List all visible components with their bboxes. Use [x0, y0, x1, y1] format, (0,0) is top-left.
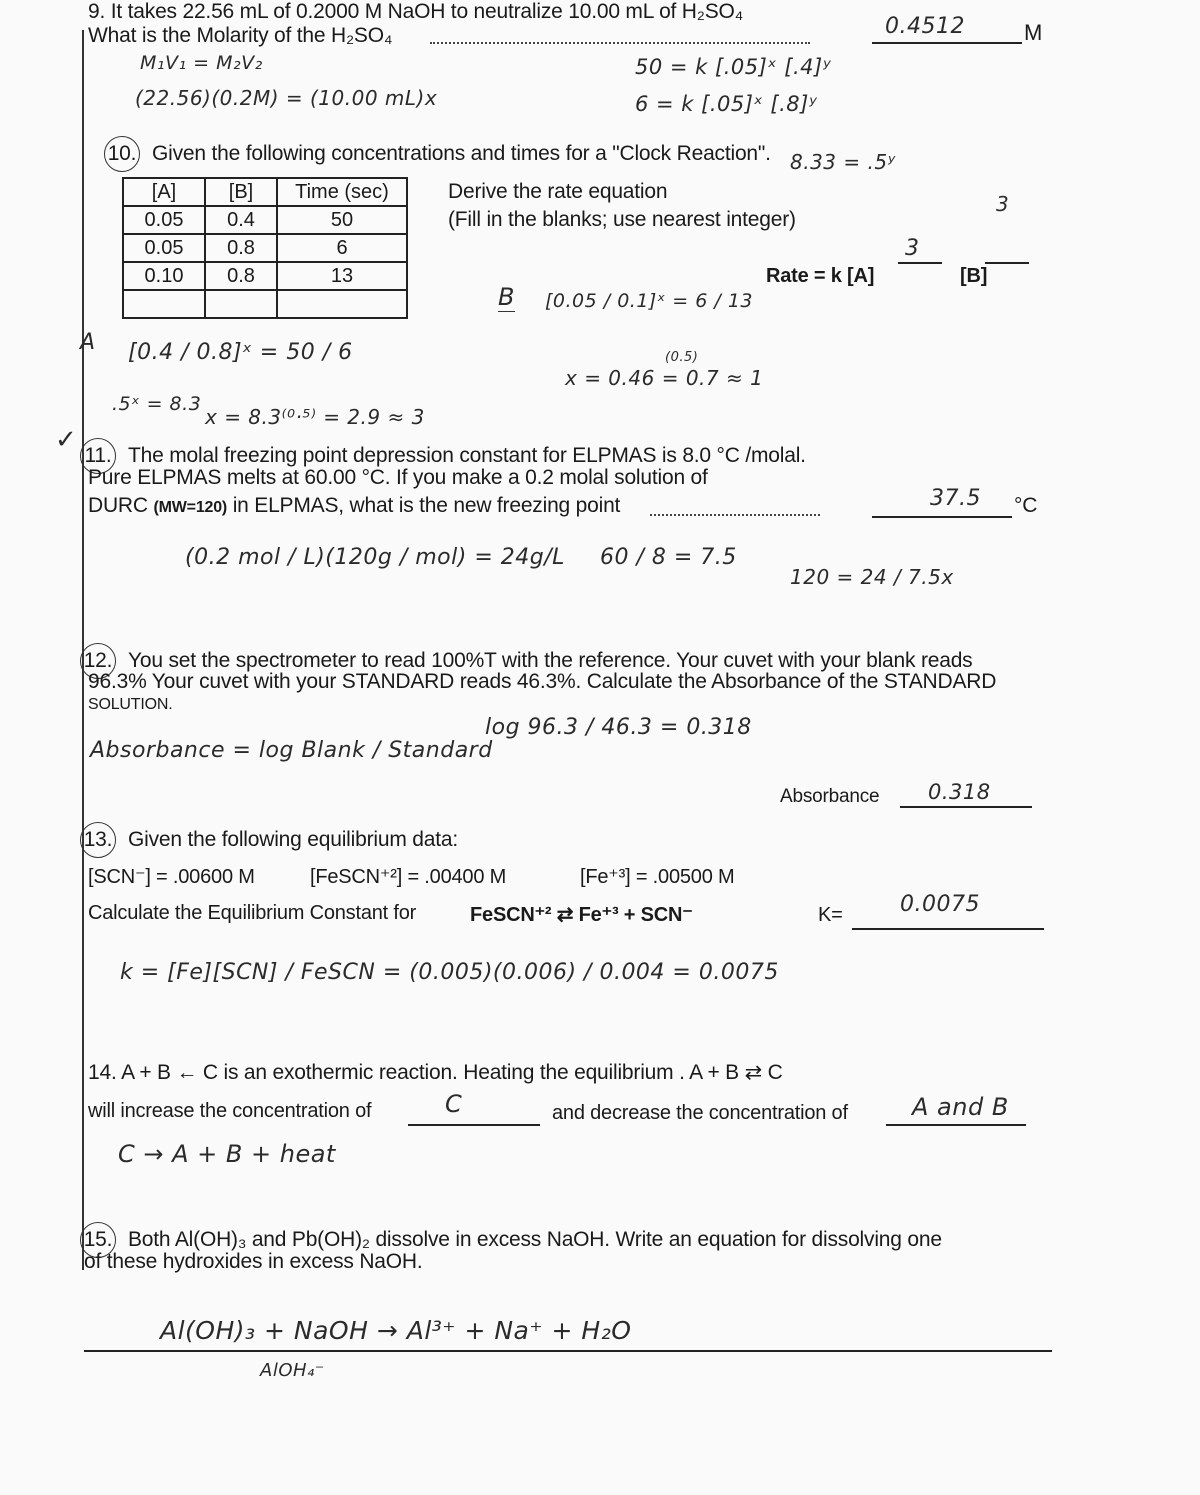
table-cell: [205, 290, 277, 318]
q10-derive-2: (Fill in the blanks; use nearest integer): [448, 208, 796, 231]
q14-text-1: A + B ← C is an exothermic reaction. Heating the equilibrium . A + B ⇄ C: [121, 1061, 783, 1084]
table-row: [123, 206, 407, 234]
q13-number: 13.: [80, 822, 116, 858]
q10-work-b-label: B: [498, 283, 515, 311]
q10-work-eq3: 8.33 = .5ʸ: [790, 150, 896, 174]
q9-unit: M: [1024, 20, 1043, 45]
q10-exp-b: 3: [996, 192, 1010, 216]
table-row: [123, 234, 407, 262]
table-cell: 6: [277, 234, 407, 262]
q11-durc: DURC: [88, 494, 148, 517]
table-row: [123, 290, 407, 318]
table-cell: [277, 290, 407, 318]
table-header-row: [123, 178, 407, 206]
q14-work-1: C → A + B + heat: [118, 1140, 336, 1168]
q15-answer-line: [84, 1350, 1052, 1352]
q11-text-3: in ELPMAS, what is the new freezing point: [232, 494, 621, 517]
q13-answer-line: [852, 928, 1044, 930]
q13-work-1: k = [Fe][SCN] / FeSCN = (0.005)(0.006) / 0.004 = 0.0075: [120, 960, 779, 985]
q13-fe: [Fe⁺³] = .00500 M: [580, 866, 735, 888]
q10-work-b-ratio: [0.05 / 0.1]ˣ = 6 / 13: [545, 290, 754, 312]
q15-text-1: Both Al(OH)₃ and Pb(OH)₂ dissolve in excess NaOH. Write an equation for dissolving one: [128, 1228, 942, 1251]
q10-work-a-1: .5ˣ = 8.3: [112, 393, 202, 415]
q10-derive-1: Derive the rate equation: [448, 180, 668, 203]
q14-line2b: and decrease the concentration of: [552, 1102, 848, 1124]
q15-work-2: AlOH₄⁻: [260, 1360, 325, 1381]
q14-line1: [88, 1060, 783, 1085]
q14-answer1-line: [408, 1124, 540, 1126]
table-cell: 0.4: [205, 206, 277, 234]
q11-number: 11.: [80, 438, 116, 474]
q10-work-a-2: x = 8.3⁽⁰·⁵⁾ = 2.9 ≈ 3: [205, 405, 425, 429]
q9-answer: 0.4512: [885, 14, 965, 39]
table-header: Time (sec): [277, 178, 407, 206]
q10-number: 10.: [104, 136, 140, 172]
q13-answer: 0.0075: [900, 892, 980, 917]
q12-work-1: Absorbance = log Blank / Standard: [90, 738, 493, 763]
q13-line1: [83, 822, 458, 858]
q11-line2: Pure ELPMAS melts at 60.00 °C. If you make a 0.2 molal solution of: [88, 466, 708, 489]
table-cell: [123, 290, 205, 318]
q15-number: 15.: [80, 1222, 116, 1258]
q11-mw: (MW=120): [153, 499, 228, 516]
q13-scn: [SCN⁻] = .00600 M: [88, 866, 255, 888]
q9-answer-line: [872, 42, 1022, 44]
q9-line2: What is the Molarity of the H₂SO₄: [88, 24, 393, 47]
q12-absorbance-label: Absorbance: [780, 786, 880, 807]
q10-line: [107, 136, 771, 172]
q9-work-1: M₁V₁ = M₂V₂: [140, 52, 263, 74]
q13-text-1: Given the following equilibrium data:: [128, 828, 458, 851]
q10-rate-label: Rate = k [A]: [766, 265, 875, 287]
q13-calc: Calculate the Equilibrium Constant for: [88, 902, 417, 924]
q10-work-a-label: A: [80, 330, 96, 355]
q11-leader-dots: [650, 514, 820, 516]
table-cell: 0.05: [123, 234, 205, 262]
q10-work-b-05: (0.5): [665, 350, 699, 365]
q11-text-1: The molal freezing point depression constant for ELPMAS is 8.0 °C /molal.: [128, 444, 806, 467]
q10-work-b-x: x = 0.46 = 0.7 ≈ 1: [565, 366, 764, 390]
q11-work-2: 60 / 8 = 7.5: [600, 545, 737, 570]
q12-work-2: log 96.3 / 46.3 = 0.318: [485, 715, 752, 740]
q14-answer2-line: [886, 1124, 1026, 1126]
check-mark-icon: ✓: [55, 425, 78, 455]
q14-number: 14.: [88, 1061, 117, 1084]
q13-reaction: FeSCN⁺² ⇄ Fe⁺³ + SCN⁻: [470, 904, 693, 926]
q12-number: 12.: [80, 643, 116, 679]
q12-line2: 96.3% Your cuvet with your STANDARD reads 46.3%. Calculate the Absorbance of the STANDARD: [88, 670, 997, 693]
q10-work-eq2: 6 = k [.05]ˣ [.8]ʸ: [635, 92, 818, 116]
q9-leader-dots: [430, 42, 810, 44]
table-cell: 50: [277, 206, 407, 234]
table-header: [B]: [205, 178, 277, 206]
q10-exp-a-line: [898, 262, 942, 264]
table-cell: 0.10: [123, 262, 205, 290]
q11-unit: °C: [1014, 494, 1038, 517]
q11-answer: 37.5: [930, 486, 981, 511]
q15-line2: of these hydroxides in excess NaOH.: [84, 1250, 423, 1273]
q11-line3: [88, 494, 620, 518]
q12-answer-line: [900, 806, 1032, 808]
table-cell: 0.05: [123, 206, 205, 234]
q11-answer-line: [872, 516, 1012, 518]
table-cell: 0.8: [205, 234, 277, 262]
q9-line1: 9. It takes 22.56 mL of 0.2000 M NaOH to neutralize 10.00 mL of H₂SO₄: [88, 0, 744, 23]
q11-work-1: (0.2 mol / L)(120g / mol) = 24g/L: [185, 545, 565, 570]
q12-line3: SOLUTION.: [88, 696, 173, 713]
q13-fescn: [FeSCN⁺²] = .00400 M: [310, 866, 507, 888]
q14-line2a: will increase the concentration of: [88, 1100, 372, 1122]
q10-exp-b-line: [985, 262, 1029, 264]
q10-rate-b: [B]: [960, 265, 988, 287]
q10-text: Given the following concentrations and times for a "Clock Reaction".: [152, 142, 771, 165]
q10-exp-a: 3: [905, 236, 920, 261]
q13-k-label: K=: [818, 904, 843, 926]
q9-work-2: (22.56)(0.2M) = (10.00 mL)x: [135, 86, 438, 110]
q14-answer2: A and B: [912, 1093, 1009, 1121]
q12-answer: 0.318: [928, 780, 991, 804]
q14-answer1: C: [445, 1090, 463, 1118]
table-header: [A]: [123, 178, 205, 206]
q11-work-3: 120 = 24 / 7.5x: [790, 565, 954, 589]
q15-work-1: Al(OH)₃ + NaOH → Al³⁺ + Na⁺ + H₂O: [160, 1316, 632, 1345]
table-cell: 0.8: [205, 262, 277, 290]
clock-reaction-table: [122, 177, 408, 319]
table-cell: 13: [277, 262, 407, 290]
q10-work-a-ratio: [0.4 / 0.8]ˣ = 50 / 6: [128, 340, 353, 365]
table-row: [123, 262, 407, 290]
q10-work-eq1: 50 = k [.05]ˣ [.4]ʸ: [635, 55, 832, 79]
q12-text-1: You set the spectrometer to read 100%T with the reference. Your cuvet with your blank reads: [128, 649, 973, 672]
